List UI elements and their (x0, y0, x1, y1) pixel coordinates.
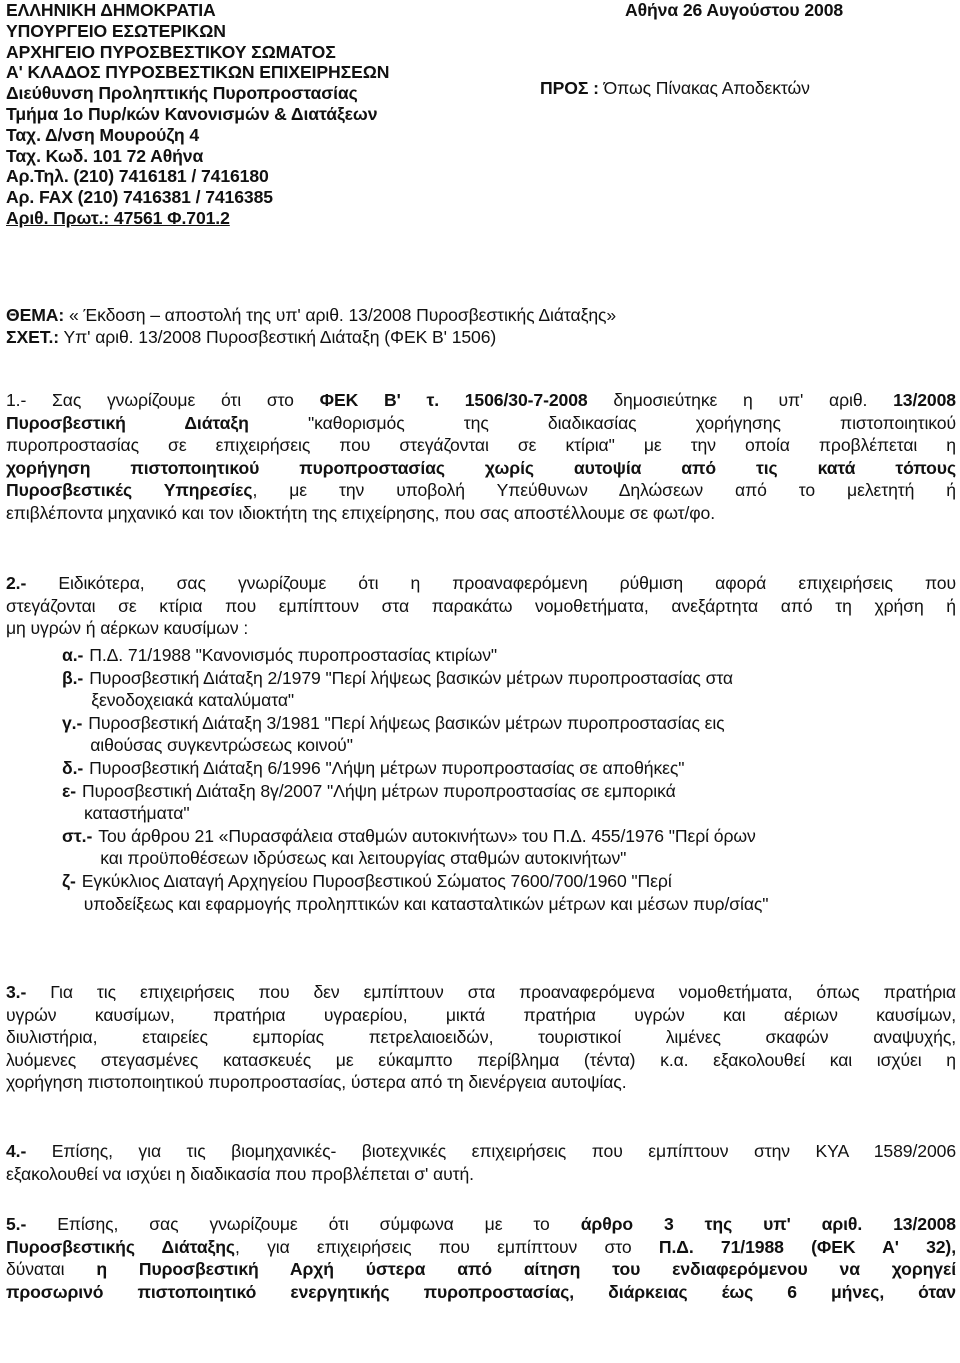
paragraph-3 (6, 981, 956, 1094)
protocol-number: Αριθ. Πρωτ.: 47561 Φ.701.2 (6, 207, 230, 228)
paragraph-line (6, 981, 956, 1004)
list-item-text: Π.Δ. 71/1988 "Κανονισμός πυροπροστασίας κτιρίων" (89, 645, 498, 665)
text-run: δημοσιεύτηκε η υπ' αριθ. (587, 390, 894, 410)
text-run: Πυροσβεστικής Διάταξης (6, 1236, 235, 1257)
list-item-text: υποδείξεως και εφαρμογής προληπτικών και κατασταλτικών μέτρων και μέσων πυρ/σίας" (83, 893, 769, 914)
paragraph-line: διυλιστήρια, εταιρείες εμπορίας πετρελαιοειδών, τουριστικοί λιμένες σκαφών αναψυχής, (6, 1027, 956, 1048)
list-item-label: ζ- (62, 870, 76, 891)
paragraph-1 (6, 389, 956, 525)
list-item-label: β.- (62, 667, 84, 688)
text-run: Επίσης, για τις βιομηχανικές- βιοτεχνικές επιχειρήσεις που εμπίπτουν στην ΚΥΑ 1589/2006 (26, 1141, 956, 1161)
subject-text: « Έκδοση – αποστολή της υπ' αριθ. 13/2008 Πυροσβεστικής Διάταξης» (68, 305, 617, 325)
list-item (6, 712, 956, 757)
text-run: 3.- (6, 982, 27, 1002)
text-run: Π.Δ. 71/1988 (ΦΕΚ Α' 32), (658, 1236, 956, 1257)
text-run: 1.- Σας γνωρίζουμε ότι στο (6, 390, 320, 410)
paragraph-line (6, 1236, 956, 1259)
paragraph-5 (6, 1213, 956, 1303)
list-item-text: Πυροσβεστική Διάταξη 2/1979 "Περί λήψεως βασικών μέτρων πυροπροστασίας στα (89, 667, 733, 688)
paragraph-line (6, 479, 956, 502)
list-item-text: Πυροσβεστική Διάταξη 8γ/2007 "Λήψη μέτρων πυροπροστασίας σε εμπορικά (82, 780, 676, 801)
list-item (6, 870, 956, 915)
subject-label: ΘΕΜΑ: (6, 305, 65, 325)
sender-line: Αρ.Τηλ. (210) 7416181 / 7416180 (6, 166, 269, 187)
text-run: Πυροσβεστικές Υπηρεσίες (6, 480, 253, 501)
list-item (6, 757, 956, 780)
paragraph-line (6, 572, 956, 595)
list-item-text: Του άρθρου 21 «Πυρασφάλεια σταθμών αυτοκινήτων» του Π.Δ. 455/1976 "Περί όρων (98, 825, 756, 846)
paragraph-2 (6, 572, 956, 640)
list-item-text: Πυροσβεστική Διάταξη 3/1981 "Περί λήψεως βασικών μέτρων πυροπροστασίας εις (88, 712, 725, 733)
list-item-label: ε- (62, 780, 77, 801)
text-run: Ειδικότερα, σας γνωρίζουμε ότι η προαναφερόμενη ρύθμιση αφορά επιχειρήσεις που (26, 573, 956, 593)
paragraph-line: χορήγηση πιστοποιητικού πυροπροστασίας, ύστερα από τη διενέργεια αυτοψίας. (6, 1072, 627, 1093)
list-item-text: αιθούσας συγκεντρώσεως κοινού" (90, 735, 353, 756)
sender-line: Ταχ. Δ/νση Μουρούζη 4 (6, 124, 200, 145)
sender-line: Ταχ. Κωδ. 101 72 Αθήνα (6, 145, 204, 166)
list-item-text: Πυροσβεστική Διάταξη 6/1996 "Λήψη μέτρων πυροπροστασίας σε αποθήκες" (89, 757, 685, 778)
list-item (6, 644, 956, 667)
paragraph-4 (6, 1140, 956, 1185)
text-run: 5.- (6, 1214, 27, 1234)
text-run: Για τις επιχειρήσεις που δεν εμπίπτουν στα προαναφερόμενα νομοθετήματα, όπως πρατήρια (26, 982, 956, 1002)
text-run: δύναται (6, 1259, 97, 1280)
sender-line: ΑΡΧΗΓΕΙΟ ΠΥΡΟΣΒΕΣΤΙΚΟΥ ΣΩΜΑΤΟΣ (6, 41, 336, 62)
text-run: Πυροσβεστική Διάταξη (6, 412, 249, 433)
paragraph-line: προσωρινό πιστοποιητικό ενεργητικής πυροπροστασίας, διάρκειας έως 6 μήνες, όταν (6, 1281, 956, 1302)
text-run: η Πυροσβεστική Αρχή ύστερα από αίτηση του ενδιαφερόμενου να χορηγεί (96, 1259, 956, 1280)
paragraph-line: εξακολουθεί να ισχύει η διαδικασία που προβλέπεται σ' αυτή. (6, 1163, 474, 1184)
paragraph-line: πυροπροστασίας σε επιχειρήσεις που στεγάζονται σε κτίρια" με την οποία προβλέπεται η (6, 435, 956, 456)
list-item-label: γ.- (62, 712, 83, 733)
paragraph-line (6, 412, 956, 435)
paragraph-line: χορήγηση πιστοποιητικού πυροπροστασίας χωρίς αυτοψία από τις κατά τόπους (6, 457, 956, 478)
recipient-label: ΠΡΟΣ : (540, 78, 599, 98)
reference-text: Υπ' αριθ. 13/2008 Πυροσβεστική Διάταξη (ΦΕΚ Β' 1506) (63, 327, 497, 347)
paragraph-line: υγρών καυσίμων, πρατήρια υγραερίου, μικτά πρατήρια υγρών και αέριων καυσίμων, (6, 1004, 956, 1025)
date-line: Αθήνα 26 Αυγούστου 2008 (625, 0, 844, 20)
sender-line: Α' ΚΛΑΔΟΣ ΠΥΡΟΣΒΕΣΤΙΚΩΝ ΕΠΙΧΕΙΡΗΣΕΩΝ (6, 62, 390, 83)
paragraph-line (6, 1213, 956, 1236)
text-run: 13/2008 (893, 390, 956, 410)
list-item-label: α.- (62, 645, 84, 665)
text-run: , για επιχειρήσεις που εμπίπτουν στο (234, 1236, 659, 1257)
text-run: ΦΕΚ Β' τ. 1506/30-7-2008 (319, 390, 588, 410)
list-item-text: ξενοδοχειακά καταλύματα" (91, 690, 295, 711)
text-run: 2.- (6, 573, 27, 593)
subject-block (6, 304, 946, 348)
sender-block (6, 0, 566, 229)
text-run: "καθορισμός της διαδικασίας χορήγησης πιστοποιητικού (248, 412, 956, 433)
recipient-value: Όπως Πίνακας Αποδεκτών (603, 78, 810, 98)
recipient-line (540, 78, 810, 99)
list-item (6, 825, 956, 870)
sender-line: ΥΠΟΥΡΓΕΙΟ ΕΣΩΤΕΡΙΚΩΝ (6, 20, 226, 41)
sender-line: Τμήμα 1ο Πυρ/κών Κανονισμών & Διατάξεων (6, 103, 378, 124)
list-item-text: καταστήματα" (84, 803, 190, 824)
sender-line: Διεύθυνση Προληπτικής Πυροπροστασίας (6, 83, 358, 104)
paragraph-line: λυόμενες στεγασμένες κατασκευές με εύκαμπτο περίβλημα (τέντα) κ.α. εξακολουθεί και ισχύει η (6, 1049, 956, 1070)
paragraph-line (6, 1258, 956, 1281)
list-item (6, 667, 956, 712)
sender-line: Αρ. FAX (210) 7416381 / 7416385 (6, 187, 273, 208)
subject-line (6, 304, 946, 326)
list-item-label: στ.- (62, 825, 93, 846)
list-item-text: Εγκύκλιος Διαταγή Αρχηγείου Πυροσβεστικού Σώματος 7600/700/1960 "Περί (81, 870, 672, 891)
text-run: άρθρο 3 της υπ' αριθ. 13/2008 (580, 1214, 956, 1234)
list-item-label: δ.- (62, 757, 84, 778)
paragraph-line (6, 389, 956, 412)
legislation-list (6, 644, 956, 915)
text-run: , με την υποβολή Υπεύθυνων Δηλώσεων από το μελετητή ή (252, 480, 956, 501)
paragraph-line (6, 1140, 956, 1163)
sender-line: ΕΛΛΗΝΙΚΗ ΔΗΜΟΚΡΑΤΙΑ (6, 0, 216, 20)
text-run: Επίσης, σας γνωρίζουμε ότι σύμφωνα με το (26, 1214, 581, 1234)
list-item (6, 780, 956, 825)
paragraph-line: μη υγρών ή αέρκων καυσίμων : (6, 618, 249, 639)
list-item-text: και προϋποθέσεων ιδρύσεως και λειτουργίας σταθμών αυτοκινήτων" (100, 848, 627, 869)
paragraph-line: επιβλέποντα μηχανικό και τον ιδιοκτήτη της επιχείρησης, που σας αποστέλλουμε σε φωτ/φο. (6, 502, 716, 523)
reference-line (6, 326, 946, 348)
text-run: 4.- (6, 1141, 27, 1161)
reference-label: ΣΧΕΤ.: (6, 327, 59, 347)
paragraph-line: στεγάζονται σε κτίρια που εμπίπτουν στα παρακάτω νομοθετήματα, ανεξάρτητα από τη χρήση ή (6, 595, 956, 616)
